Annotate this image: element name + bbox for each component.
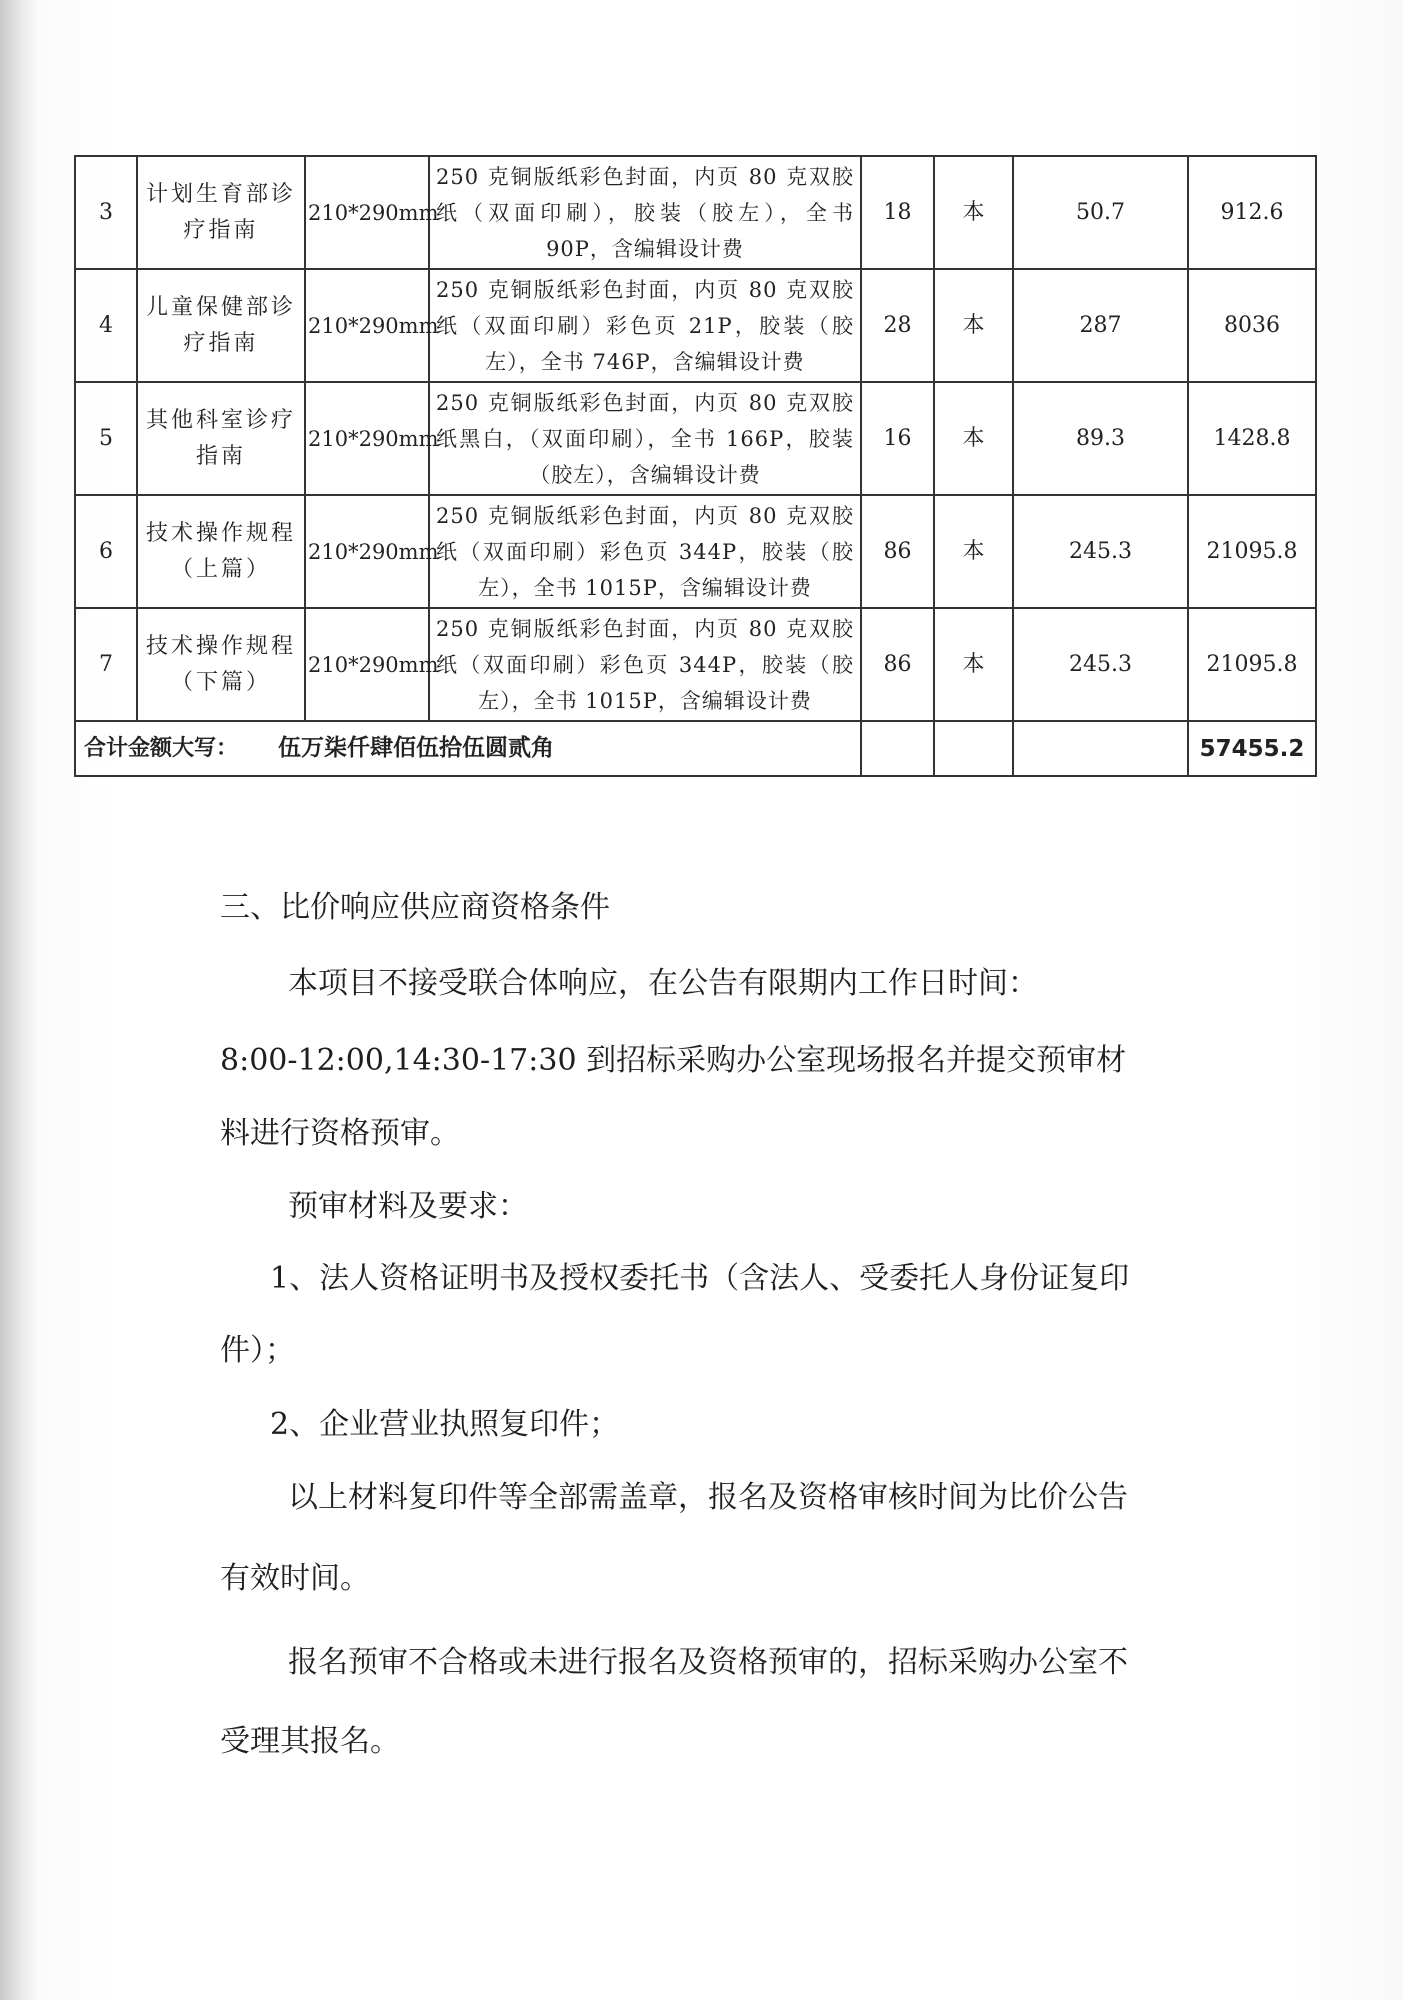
item-unit-price: 50.7	[1013, 156, 1188, 269]
item-description: 250 克铜版纸彩色封面，内页 80 克双胶纸（双面印刷）彩色页 344P，胶装（胶左），全书 1015P，含编辑设计费	[429, 495, 861, 608]
item-name: 技术操作规程（上篇）	[137, 495, 305, 608]
paragraph-line: 预审材料及要求：	[288, 1189, 528, 1224]
total-empty-cell	[861, 721, 934, 776]
item-quantity: 16	[861, 382, 934, 495]
row-number: 3	[75, 156, 137, 269]
item-size: 210*290mm	[305, 608, 429, 721]
item-name: 儿童保健部诊疗指南	[137, 269, 305, 382]
paragraph-line: 8:00-12:00,14:30-17:30 到招标采购办公室现场报名并提交预审材	[220, 1043, 1127, 1078]
item-unit-price: 245.3	[1013, 608, 1188, 721]
item-name: 技术操作规程（下篇）	[137, 608, 305, 721]
total-empty-cell	[1013, 721, 1188, 776]
total-row	[75, 721, 1316, 776]
section-heading: 三、比价响应供应商资格条件	[220, 890, 610, 925]
paragraph-line: 以上材料复印件等全部需盖章，报名及资格审核时间为比价公告	[288, 1480, 1128, 1515]
item-quantity: 86	[861, 495, 934, 608]
item-amount: 8036	[1188, 269, 1316, 382]
item-size: 210*290mm	[305, 382, 429, 495]
list-item: 1、法人资格证明书及授权委托书（含法人、受委托人身份证复印	[270, 1261, 1130, 1296]
item-size: 210*290mm	[305, 495, 429, 608]
list-item: 2、企业营业执照复印件；	[270, 1407, 620, 1442]
paragraph-line: 料进行资格预审。	[220, 1116, 460, 1151]
paragraph-line: 报名预审不合格或未进行报名及资格预审的，招标采购办公室不	[288, 1645, 1128, 1680]
price-table	[74, 155, 1317, 777]
item-description: 250 克铜版纸彩色封面，内页 80 克双胶纸（双面印刷）彩色页 344P，胶装（胶左），全书 1015P，含编辑设计费	[429, 608, 861, 721]
item-description: 250 克铜版纸彩色封面，内页 80 克双胶纸（双面印刷）彩色页 21P，胶装（胶左），全书 746P，含编辑设计费	[429, 269, 861, 382]
total-empty-cell	[934, 721, 1013, 776]
table-row	[75, 156, 1316, 269]
item-quantity: 18	[861, 156, 934, 269]
paragraph-line: 有效时间。	[220, 1561, 370, 1596]
item-description: 250 克铜版纸彩色封面，内页 80 克双胶纸（双面印刷），胶装（胶左），全书 90P，含编辑设计费	[429, 156, 861, 269]
item-amount: 1428.8	[1188, 382, 1316, 495]
item-quantity: 86	[861, 608, 934, 721]
item-unit: 本	[934, 156, 1013, 269]
item-unit: 本	[934, 495, 1013, 608]
item-quantity: 28	[861, 269, 934, 382]
paragraph-line: 受理其报名。	[220, 1724, 400, 1759]
total-label: 合计金额大写：	[84, 736, 239, 761]
item-name: 计划生育部诊疗指南	[137, 156, 305, 269]
table-row	[75, 269, 1316, 382]
item-unit-price: 287	[1013, 269, 1188, 382]
total-amount: 57455.2	[1188, 721, 1316, 776]
item-unit-price: 245.3	[1013, 495, 1188, 608]
item-unit: 本	[934, 608, 1013, 721]
table-row	[75, 495, 1316, 608]
paragraph-line: 本项目不接受联合体响应，在公告有限期内工作日时间：	[288, 966, 1038, 1001]
item-amount: 21095.8	[1188, 495, 1316, 608]
item-name: 其他科室诊疗指南	[137, 382, 305, 495]
table-row	[75, 608, 1316, 721]
table-row	[75, 382, 1316, 495]
item-unit: 本	[934, 382, 1013, 495]
item-size: 210*290mm	[305, 269, 429, 382]
row-number: 5	[75, 382, 137, 495]
item-unit: 本	[934, 269, 1013, 382]
scan-edge-shadow	[0, 0, 38, 2000]
item-size: 210*290mm	[305, 156, 429, 269]
row-number: 4	[75, 269, 137, 382]
total-amount-words: 伍万柒仟肆佰伍拾伍圆贰角	[278, 735, 555, 761]
row-number: 6	[75, 495, 137, 608]
item-unit-price: 89.3	[1013, 382, 1188, 495]
item-amount: 912.6	[1188, 156, 1316, 269]
total-label-cell	[75, 721, 861, 776]
item-description: 250 克铜版纸彩色封面，内页 80 克双胶纸黑白，（双面印刷），全书 166P，胶装（胶左），含编辑设计费	[429, 382, 861, 495]
list-item-continuation: 件）；	[220, 1333, 295, 1368]
row-number: 7	[75, 608, 137, 721]
item-amount: 21095.8	[1188, 608, 1316, 721]
